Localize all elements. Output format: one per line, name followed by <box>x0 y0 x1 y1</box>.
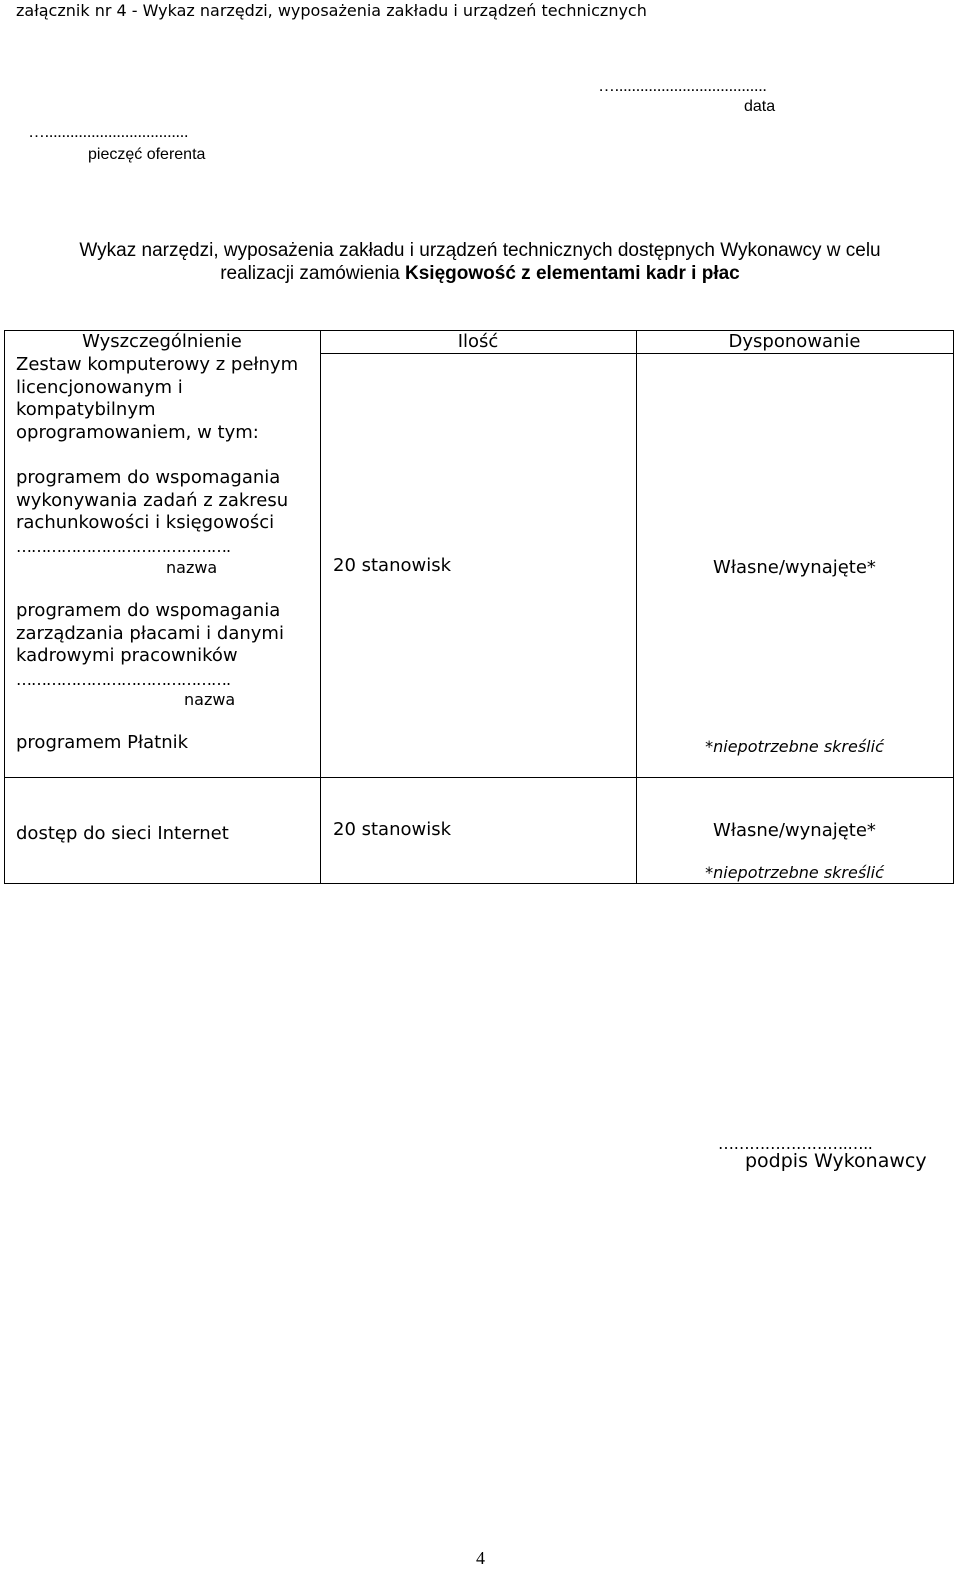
row1-item2-line: kadrowymi pracowników <box>16 645 238 666</box>
row1-intro-line: licencjonowanym i <box>16 376 183 398</box>
row1-item1-dots: ……………………………………. <box>16 537 231 556</box>
attachment-header: załącznik nr 4 - Wykaz narzędzi, wyposażenia zakładu i urządzeń technicznych <box>16 1 647 20</box>
title-prefix: realizacji zamówienia <box>220 263 406 284</box>
row1-intro <box>16 354 298 444</box>
row1-quantity: 20 stanowisk <box>333 555 452 576</box>
row1-item2-dots: ……………………………………. <box>16 670 231 689</box>
signature-label: podpis Wykonawcy <box>745 1150 927 1172</box>
row1-item1-line: wykonywania zadań z zakresu <box>16 489 289 511</box>
title-bold-subject: Księgowość z elementami kadr i płac <box>405 263 740 284</box>
stamp-label: pieczęć oferenta <box>88 146 206 163</box>
row1-item3: programem Płatnik <box>16 732 189 753</box>
header-description: Wyszczególnienie <box>82 331 242 352</box>
table-border-right <box>953 330 954 884</box>
row2-quantity: 20 stanowisk <box>333 819 452 840</box>
signature-placeholder-dots: …………………….….. <box>718 1134 873 1153</box>
row1-item2-line: programem do wspomagania <box>16 600 281 621</box>
row1-item1 <box>16 467 288 535</box>
row1-intro-line: oprogramowaniem, w tym: <box>16 421 259 443</box>
document-title-line-2 <box>0 263 960 285</box>
table-col-divider-2 <box>636 330 637 884</box>
stamp-placeholder-dots: ….................................. <box>28 122 189 141</box>
row1-item1-line: programem do wspomagania <box>16 467 281 488</box>
table-row-divider <box>4 777 954 778</box>
page-number: 4 <box>476 1548 485 1568</box>
row2-disposal-note: *niepotrzebne skreślić <box>705 863 884 882</box>
row1-item1-line: rachunkowości i księgowości <box>16 512 275 533</box>
date-label: data <box>744 98 776 115</box>
row1-item2 <box>16 600 284 668</box>
row1-item2-line: zarządzania płacami i danymi <box>16 622 284 644</box>
row1-disposal: Własne/wynajęte* <box>713 557 876 578</box>
row1-disposal-note: *niepotrzebne skreślić <box>705 737 884 756</box>
row1-item1-name-label: nazwa <box>166 558 218 577</box>
document-title-line-1: Wykaz narzędzi, wyposażenia zakładu i urządzeń technicznych dostępnych Wykonawcy w celu <box>79 240 881 261</box>
row1-intro-line: Zestaw komputerowy z pełnym <box>16 354 299 375</box>
table-border-left <box>4 330 5 884</box>
table-col-divider-1 <box>320 330 321 884</box>
row2-description: dostęp do sieci Internet <box>16 823 229 844</box>
header-quantity: Ilość <box>457 331 499 352</box>
row2-disposal: Własne/wynajęte* <box>713 820 876 841</box>
row1-item2-name-label: nazwa <box>184 690 236 709</box>
header-disposal: Dysponowanie <box>728 331 861 352</box>
date-placeholder-dots: ….................................... <box>598 76 767 95</box>
row1-intro-line: kompatybilnym <box>16 399 156 420</box>
